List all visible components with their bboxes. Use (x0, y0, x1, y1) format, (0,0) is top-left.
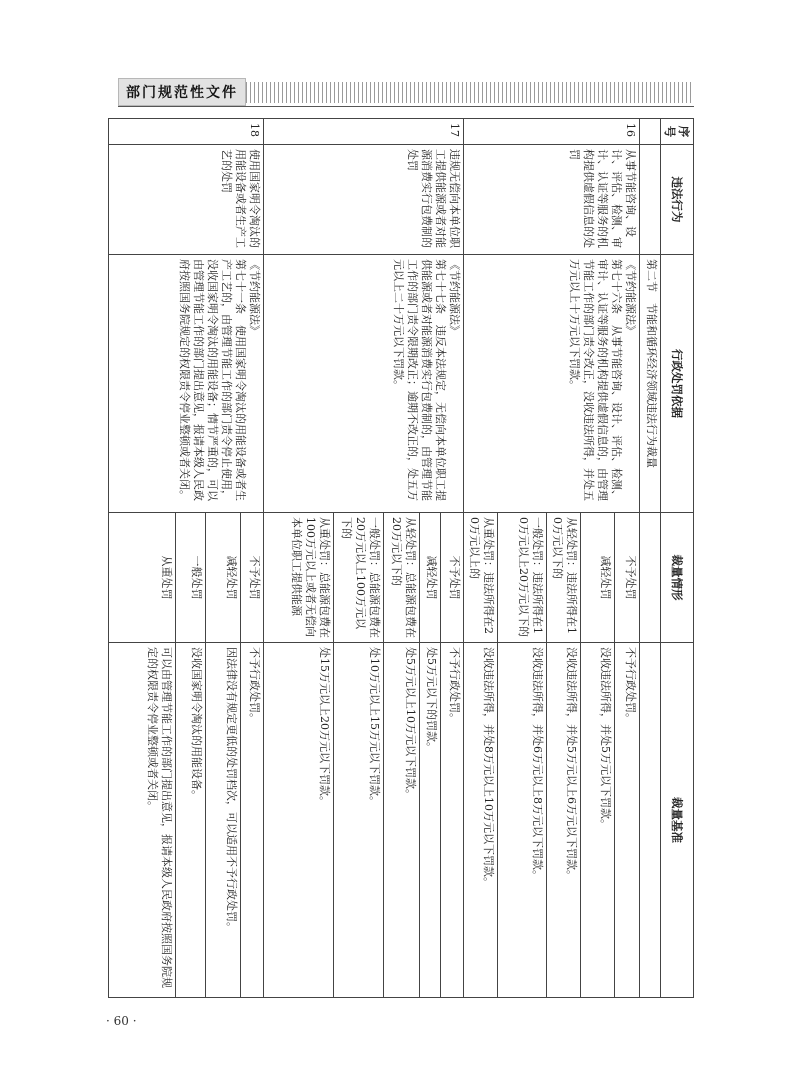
row-number: 18 (109, 119, 264, 145)
standard-cell: 没收违法所得，并处6万元以上8万元以下罚款。 (498, 643, 546, 998)
header-decoration (246, 82, 694, 103)
basis-cell: 《节约能源法》 第七十六条 从事节能咨询、设计、评估、检测、审计、认证等服务的机构提供虚假信息的，由管理节能工作的部门责令改正，没收违法所得，并处五万元以上十万元以下罚款。 (463, 255, 639, 513)
table-body (109, 119, 661, 998)
section-spacer-situation (640, 513, 661, 643)
standard-cell: 没收违法所得，并处5万元以下罚款。 (581, 643, 615, 998)
header-no: 序号 (661, 119, 694, 145)
situation-cell: 减轻处罚 (419, 513, 440, 643)
situation-cell: 不予处罚 (241, 513, 264, 643)
violation-cell: 违规无偿向本单位职工提供能源或者对能源消费实行包费制的处罚 (264, 145, 463, 255)
header-standard: 裁量基准 (661, 643, 694, 998)
section-spacer-standard (640, 643, 661, 998)
header-situation: 裁量情形 (661, 513, 694, 643)
situation-cell: 从重处罚：违法所得在20万元以上的 (463, 513, 498, 643)
standard-cell: 处5万元以上10万元以下罚款。 (384, 643, 420, 998)
running-header (118, 78, 694, 106)
table-frame (108, 118, 694, 998)
situation-cell: 一般处罚：总能源包费在20万元以上100万元以下的 (333, 513, 383, 643)
standard-cell: 因法律没有规定更低的处罚档次，可以适用不予行政处罚。 (205, 643, 241, 998)
row-number: 16 (463, 119, 639, 145)
table-row (614, 119, 639, 998)
penalty-table (108, 118, 694, 998)
standard-cell: 没收违法所得，并处5万元以上6万元以下罚款。 (546, 643, 581, 998)
situation-cell: 从轻处罚：总能源包费在20万元以下的 (384, 513, 420, 643)
standard-cell: 不予行政处罚。 (241, 643, 264, 998)
standard-cell: 不予行政处罚。 (440, 643, 463, 998)
row-number: 17 (264, 119, 463, 145)
standard-cell: 处10万元以上15万元以下罚款。 (333, 643, 383, 998)
violation-cell: 使用国家明令淘汰的用能设备或者生产工艺的处罚 (109, 145, 264, 255)
standard-cell: 可以由管理节能工作的部门提出意见，报请本级人民政府按照国务院规定的权限责令停业整顿或者关闭。 (109, 643, 176, 998)
section-title: 第二节 节能和循环经济领域违法行为裁量 (640, 255, 661, 513)
violation-cell: 从事节能咨询、设计、评估、检测、审计、认证等服务的机构提供虚假信息的处罚 (463, 145, 639, 255)
standard-cell: 不予行政处罚。 (614, 643, 639, 998)
header-title: 部门规范性文件 (118, 78, 246, 106)
situation-cell: 一般处罚：违法所得在10万元以上20万元以下的 (498, 513, 546, 643)
situation-cell: 从轻处罚：违法所得在10万元以下的 (546, 513, 581, 643)
basis-cell: 《节约能源法》 第七十一条 使用国家明令淘汰的用能设备或者生产工艺的，由管理节能工作的部门责令停止使用，没收国家明令淘汰的用能设备；情节严重的，可以由管理节能工作的部门提出意见，报请本级人民政府按照国务院规定的权限责令停业整顿或者关闭。 (109, 255, 264, 513)
table-row (440, 119, 463, 998)
table-row (241, 119, 264, 998)
situation-cell: 一般处罚 (176, 513, 205, 643)
header-violation: 违法行为 (661, 145, 694, 255)
basis-cell: 《节约能源法》 第七十七条 违反本法规定，无偿向本单位职工提供能源或者对能源消费实行包费制的，由管理节能工作的部门责令限期改正；逾期不改正的，处五万元以上二十万元以下罚款。 (264, 255, 463, 513)
header-basis: 行政处罚依据 (661, 255, 694, 513)
standard-cell: 处5万元以下的罚款。 (419, 643, 440, 998)
table-header-row (661, 119, 694, 998)
standard-cell: 处15万元以上20万元以下罚款。 (264, 643, 333, 998)
section-spacer-no (640, 119, 661, 145)
standard-cell: 没收国家明令淘汰的用能设备。 (176, 643, 205, 998)
section-row (640, 119, 661, 998)
header-rule (118, 106, 694, 107)
standard-cell: 没收违法所得，并处8万元以上10万元以下罚款。 (463, 643, 498, 998)
situation-cell: 不予处罚 (614, 513, 639, 643)
situation-cell: 从重处罚 (109, 513, 176, 643)
situation-cell: 减轻处罚 (205, 513, 241, 643)
situation-cell: 不予处罚 (440, 513, 463, 643)
section-spacer-violation (640, 145, 661, 255)
situation-cell: 从重处罚：总能源包费在100万元以上或者无偿向本单位职工提供能源 (264, 513, 333, 643)
rotated-table-container (108, 118, 694, 998)
page-number: · 60 · (106, 1014, 137, 1028)
situation-cell: 减轻处罚 (581, 513, 615, 643)
